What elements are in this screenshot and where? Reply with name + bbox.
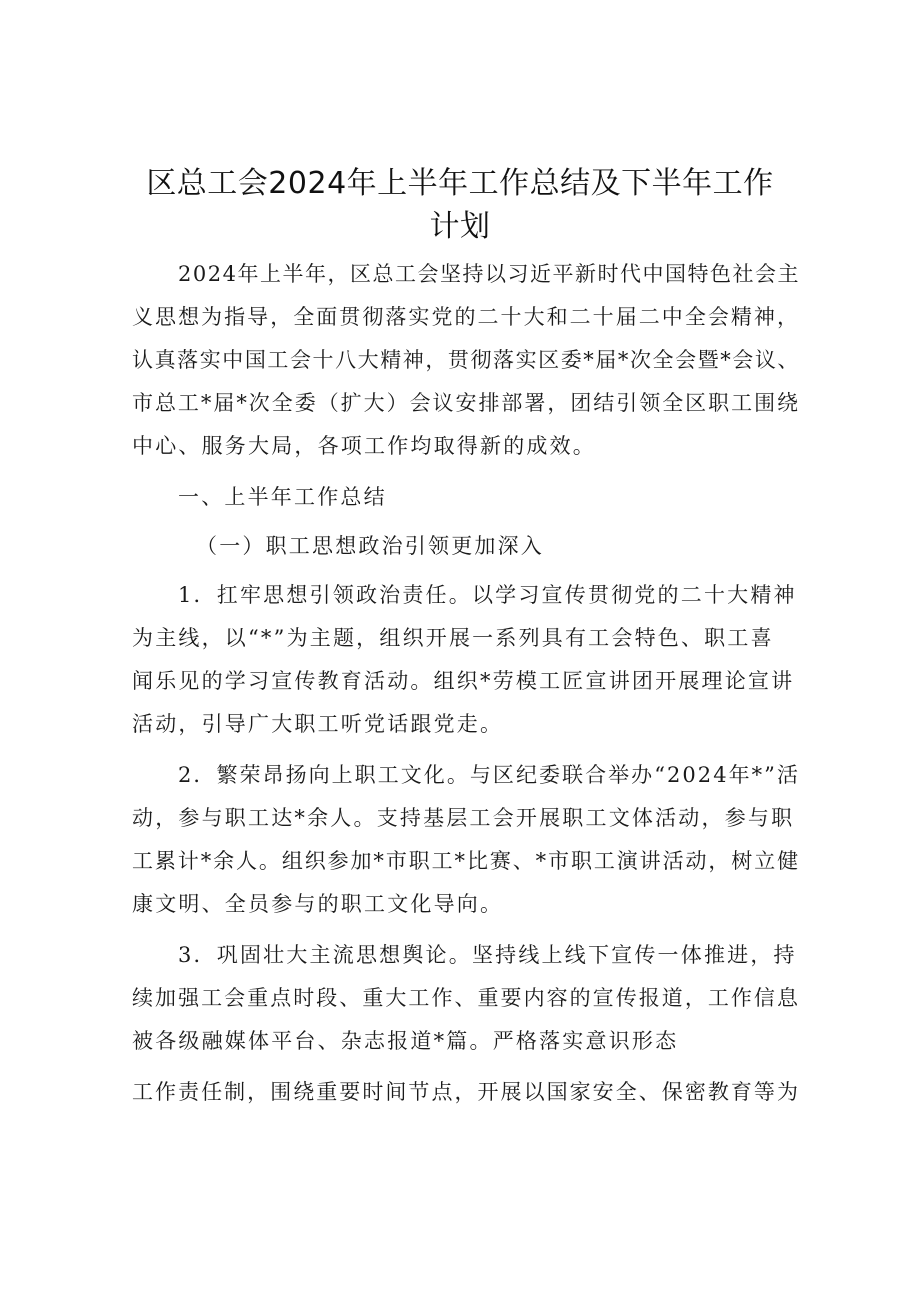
document-title-line-1: 区总工会2024年上半年工作总结及下半年工作 <box>146 166 774 201</box>
body-line: 康文明、全员参与的职工文化导向。 <box>132 892 504 916</box>
subsection-heading: （一）职工思想政治引领更加深入 <box>196 534 544 558</box>
body-line: 2．繁荣昂扬向上职工文化。与区纪委联合举办“2024年*”活 <box>178 763 800 787</box>
document-title-line-2: 计划 <box>429 209 491 244</box>
body-line: 续加强工会重点时段、重大工作、重要内容的宣传报道，工作信息 <box>132 986 800 1010</box>
body-line: 闻乐见的学习宣传教育活动。组织*劳模工匠宣讲团开展理论宣讲 <box>132 669 795 693</box>
body-line: 义思想为指导，全面贯彻落实党的二十大和二十届二中全会精神， <box>132 305 800 329</box>
body-line: 动，参与职工达*余人。支持基层工会开展职工文体活动，参与职 <box>132 806 795 830</box>
body-line: 市总工*届*次全委（扩大）会议安排部署，团结引领全区职工围绕 <box>132 391 800 415</box>
body-line: 活动，引导广大职工听党话跟党走。 <box>132 712 504 736</box>
body-line: 工作责任制，围绕重要时间节点，开展以国家安全、保密教育等为 <box>132 1080 800 1104</box>
body-line: 认真落实中国工会十八大精神，贯彻落实区委*届*次全会暨*会议、 <box>132 348 800 372</box>
body-line: 被各级融媒体平台、杂志报道*篇。严格落实意识形态 <box>132 1029 679 1053</box>
body-line: 1．扛牢思想引领政治责任。以学习宣传贯彻党的二十大精神 <box>178 583 797 607</box>
body-line: 工累计*余人。组织参加*市职工*比赛、*市职工演讲活动，树立健 <box>132 849 800 873</box>
section-heading: 一、上半年工作总结 <box>178 485 387 509</box>
body-line: 3．巩固壮大主流思想舆论。坚持线上线下宣传一体推进，持 <box>178 943 797 967</box>
body-line: 2024年上半年，区总工会坚持以习近平新时代中国特色社会主 <box>178 262 800 286</box>
body-line: 为主线，以“*”为主题，组织开展一系列具有工会特色、职工喜 <box>132 626 774 650</box>
body-line: 中心、服务大局，各项工作均取得新的成效。 <box>132 434 596 458</box>
